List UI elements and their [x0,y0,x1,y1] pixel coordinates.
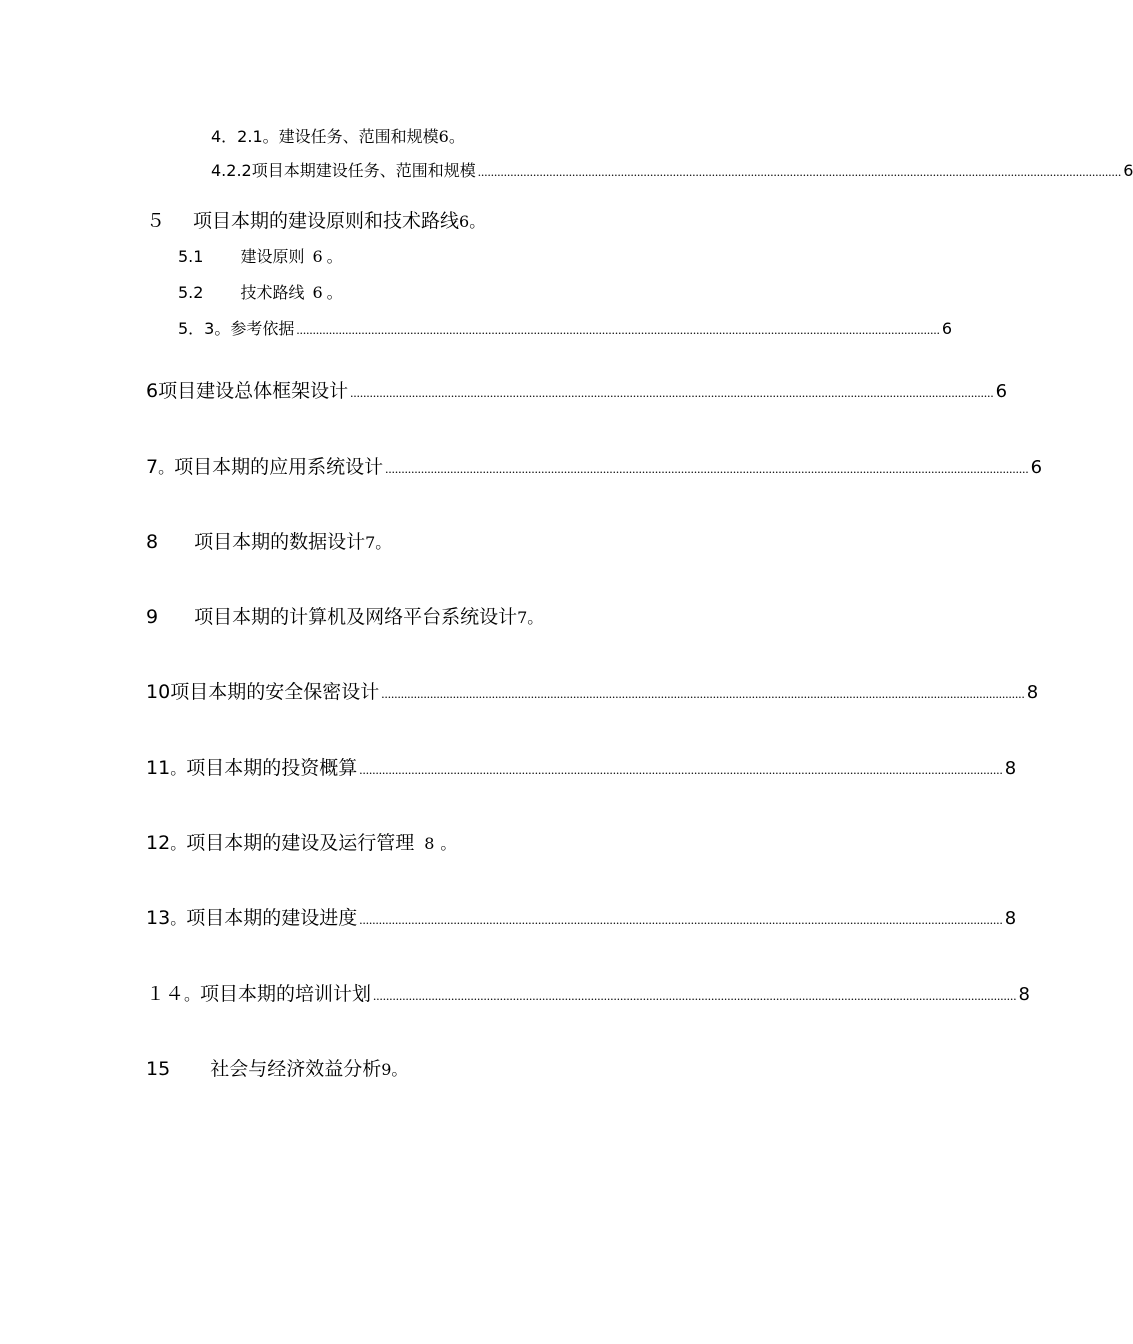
toc-number: 15 [146,1058,171,1080]
toc-title: 技术路线 [240,283,305,302]
toc-number: 4.2.2 [211,161,252,180]
toc-mark: 。 [326,283,343,302]
toc-page: 6 [1030,457,1043,478]
toc-mark: 。 [375,533,392,552]
toc-title: 项目本期的建设进度 [186,907,358,929]
toc-mark: 。 [448,127,465,146]
toc-page: 6 [1123,161,1133,180]
toc-entry[interactable] [146,677,1039,707]
toc-title: 建设任务、范围和规模 [278,127,439,146]
toc-mark: 。 [326,247,343,266]
toc-title: 社会与经济效益分析 [210,1058,382,1080]
toc-number: 4．2.1 [211,127,263,146]
toc-leader: ...................................................................................................................................................................................................... [296,322,940,337]
toc-leader: ...................................................................................................................................................................................................... [350,385,994,400]
toc-mark: 。 [469,212,486,231]
toc-title: 项目本期建设任务、范围和规模 [251,161,476,180]
toc-entry[interactable] [211,158,1133,188]
toc-page: 8 [1004,758,1017,779]
toc-number: １４ [146,983,185,1005]
toc-title: 项目本期的计算机及网络平台系统设计 [194,606,518,628]
toc-mark: 。 [170,759,187,778]
toc-mark: 。 [158,458,175,477]
toc-leader: ...................................................................................................................................................................................................... [477,164,1122,179]
toc-title: 项目建设总体框架设计 [158,380,349,402]
toc-entry[interactable] [146,602,543,632]
toc-mark: 。 [214,319,231,338]
toc-page: 6 [312,283,323,302]
toc-title: 建设原则 [240,247,305,266]
toc-page: 8 [1018,984,1030,1005]
toc-mark: 。 [440,834,457,853]
toc-number: 5．3 [178,319,215,338]
toc-entry[interactable] [178,280,343,310]
toc-leader: ...................................................................................................................................................................................................... [385,461,1029,476]
toc-page: 6 [459,212,470,231]
toc-page: 6 [438,127,449,146]
toc-title: 项目本期的应用系统设计 [174,456,384,478]
toc-entry[interactable] [178,316,953,346]
toc-entry[interactable] [146,903,1017,933]
toc-entry[interactable] [146,1054,407,1084]
toc-leader: ...................................................................................................................................................................................................... [373,988,1017,1003]
toc-entry[interactable] [146,527,391,557]
toc-mark: 。 [391,1060,408,1079]
toc-entry[interactable] [146,753,1017,783]
toc-title: 项目本期的数据设计 [194,531,366,553]
toc-number: 10 [146,681,171,703]
toc-entry[interactable] [146,979,1030,1009]
toc-title: 项目本期的建设及运行管理 [186,832,415,854]
toc-leader: ...................................................................................................................................................................................................... [381,686,1025,701]
toc-page: 6 [941,319,953,338]
toc-number: 9 [146,606,159,628]
toc-entry[interactable] [178,244,343,274]
toc-number: 11 [146,757,171,779]
toc-page: 9 [381,1060,392,1079]
toc-number: 6 [146,380,159,402]
toc-entry[interactable] [146,376,1008,406]
toc-title: 参考依据 [230,319,295,338]
toc-mark: 。 [262,127,279,146]
toc-title: 项目本期的建设原则和技术路线 [193,210,460,232]
toc-number: 5.2 [178,283,204,302]
toc-number: 13 [146,907,171,929]
toc-number: 12 [146,832,171,854]
toc-page: 7 [365,533,376,552]
toc-number: 5.1 [178,247,204,266]
toc-title: 项目本期的安全保密设计 [170,681,380,703]
toc-entry[interactable] [146,828,456,858]
toc-mark: 。 [184,985,201,1004]
toc-page: 7 [517,608,528,627]
toc-mark: 。 [170,909,187,928]
toc-entry[interactable] [146,206,485,236]
toc-number: ５ [146,210,166,232]
toc-title: 项目本期的投资概算 [186,757,358,779]
toc-page: 8 [1004,908,1017,929]
toc-mark: 。 [527,608,544,627]
toc-title: 项目本期的培训计划 [200,983,372,1005]
toc-page: 6 [995,381,1008,402]
toc-page: 8 [1026,682,1039,703]
toc-mark: 。 [170,834,187,853]
toc-page: 6 [312,247,323,266]
toc-page: 8 [424,834,435,853]
toc-number: 7 [146,456,159,478]
toc-entry[interactable] [146,452,1043,482]
toc-leader: ...................................................................................................................................................................................................... [359,762,1003,777]
toc-number: 8 [146,531,159,553]
toc-entry[interactable] [211,124,465,154]
toc-leader: ...................................................................................................................................................................................................... [359,912,1003,927]
